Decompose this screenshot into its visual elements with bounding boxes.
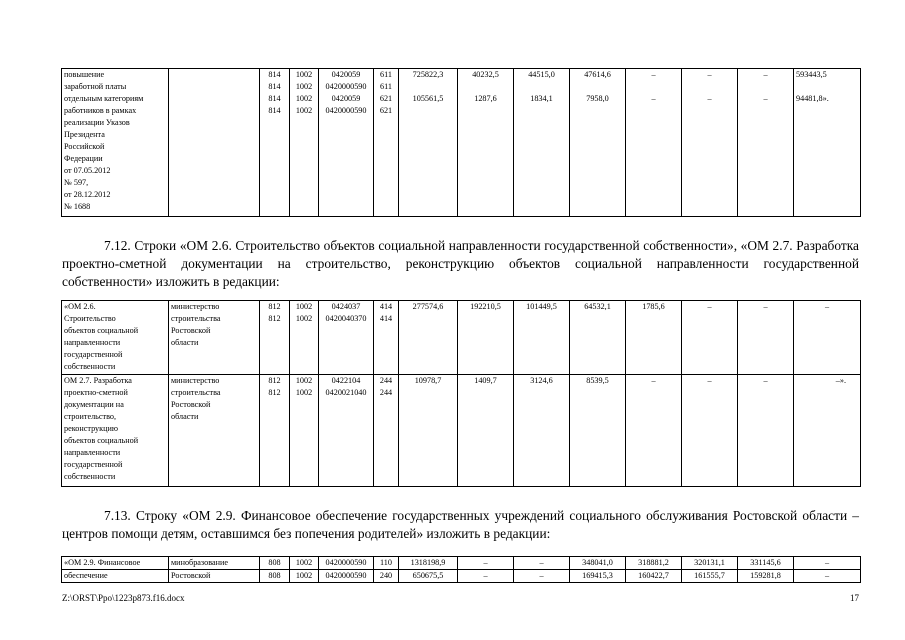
- total-cell: 1318198,9: [399, 557, 458, 570]
- value-cell: 331145,6: [738, 557, 794, 570]
- page-number: 17: [850, 593, 859, 603]
- event-name-cell: повышение заработной платы отдельным категориям работников в рамках реализации Указов Президента Российской Федерации от 07.05.2012 № 597, от 28.12.2012 № 1688: [62, 69, 169, 217]
- value-cell: 348041,0: [570, 557, 626, 570]
- value-cell: 318881,2: [626, 557, 682, 570]
- value-cell: 44515,0 1834,1: [514, 69, 570, 217]
- value-cell: 101449,5: [514, 301, 570, 375]
- grbs-cell: 808: [260, 557, 290, 570]
- grbs-cell: 814 814 814 814: [260, 69, 290, 217]
- rzpr-cell: 1002 1002: [290, 375, 319, 487]
- event-name-cell: «ОМ 2.9. Финансовое: [62, 557, 169, 570]
- executor-cell: минобразование: [169, 557, 260, 570]
- value-cell: –: [794, 570, 861, 583]
- file-path: Z:\ORST\Ppo\1223p873.f16.docx: [62, 593, 185, 603]
- value-cell: 169415,3: [570, 570, 626, 583]
- csr-cell: 0424037 0420040370: [319, 301, 374, 375]
- rzpr-cell: 1002 1002 1002 1002: [290, 69, 319, 217]
- value-cell: –: [682, 301, 738, 375]
- value-cell: 593443,5 94481,8».: [794, 69, 861, 217]
- executor-cell: министерство строительства Ростовской области: [169, 375, 260, 487]
- vr-cell: 611 611 621 621: [374, 69, 399, 217]
- table-3: [61, 556, 861, 583]
- rzpr-cell: 1002: [290, 570, 319, 583]
- rzpr-cell: 1002 1002: [290, 301, 319, 375]
- value-cell: 161555,7: [682, 570, 738, 583]
- value-cell: 40232,5 1287,6: [458, 69, 514, 217]
- vr-cell: 414 414: [374, 301, 399, 375]
- value-cell: –: [738, 301, 794, 375]
- value-cell: 8539,5: [570, 375, 626, 487]
- event-name-cell: «ОМ 2.6. Строительство объектов социальной направленности государственной собственности: [62, 301, 169, 375]
- value-cell: –: [682, 375, 738, 487]
- vr-cell: 244 244: [374, 375, 399, 487]
- value-cell: –: [458, 557, 514, 570]
- paragraph-7-13: 7.13. Строку «ОМ 2.9. Финансовое обеспечение государственных учреждений социального обслуживания Ростовской области – центров помощи детям, оставшимся без попечения родителей» изложить в редакции:: [62, 508, 859, 541]
- total-cell: 277574,6: [399, 301, 458, 375]
- table-2: [61, 300, 861, 487]
- value-cell: – –: [682, 69, 738, 217]
- value-cell: 3124,6: [514, 375, 570, 487]
- vr-cell: 240: [374, 570, 399, 583]
- executor-cell: [169, 69, 260, 217]
- csr-cell: 0420059 0420000590 0420059 0420000590: [319, 69, 374, 217]
- value-cell: –: [794, 301, 861, 375]
- event-name-cell: обеспечение: [62, 570, 169, 583]
- value-cell: 160422,7: [626, 570, 682, 583]
- value-cell: 47614,6 7958,0: [570, 69, 626, 217]
- value-cell: –: [514, 570, 570, 583]
- grbs-cell: 808: [260, 570, 290, 583]
- value-cell: 320131,1: [682, 557, 738, 570]
- rzpr-cell: 1002: [290, 557, 319, 570]
- paragraph-7-12: 7.12. Строки «ОМ 2.6. Строительство объектов социальной направленности государственной собственности», «ОМ 2.7. Разработка проектно-сметной документации на строительство, реконструкцию объектов социальной направленности государственной собственности» изложить в редакции:: [62, 238, 859, 289]
- value-cell: 159281,8: [738, 570, 794, 583]
- vr-cell: 110: [374, 557, 399, 570]
- value-cell: –».: [794, 375, 861, 487]
- csr-cell: 0420000590: [319, 570, 374, 583]
- total-cell: 650675,5: [399, 570, 458, 583]
- grbs-cell: 812 812: [260, 301, 290, 375]
- page-footer: [62, 593, 859, 603]
- value-cell: – –: [738, 69, 794, 217]
- total-cell: 10978,7: [399, 375, 458, 487]
- value-cell: 64532,1: [570, 301, 626, 375]
- value-cell: –: [794, 557, 861, 570]
- value-cell: 1409,7: [458, 375, 514, 487]
- csr-cell: 0420000590: [319, 557, 374, 570]
- grbs-cell: 812 812: [260, 375, 290, 487]
- value-cell: –: [626, 375, 682, 487]
- total-cell: 725822,3 105561,5: [399, 69, 458, 217]
- executor-cell: Ростовской: [169, 570, 260, 583]
- event-name-cell: ОМ 2.7. Разработка проектно-сметной документации на строительство, реконструкцию объектов социальной направленности государственной собственности: [62, 375, 169, 487]
- table-1: [61, 68, 861, 217]
- value-cell: –: [738, 375, 794, 487]
- value-cell: 1785,6: [626, 301, 682, 375]
- value-cell: –: [514, 557, 570, 570]
- value-cell: –: [458, 570, 514, 583]
- csr-cell: 0422104 0420021040: [319, 375, 374, 487]
- value-cell: 192210,5: [458, 301, 514, 375]
- value-cell: – –: [626, 69, 682, 217]
- executor-cell: министерство строительства Ростовской области: [169, 301, 260, 375]
